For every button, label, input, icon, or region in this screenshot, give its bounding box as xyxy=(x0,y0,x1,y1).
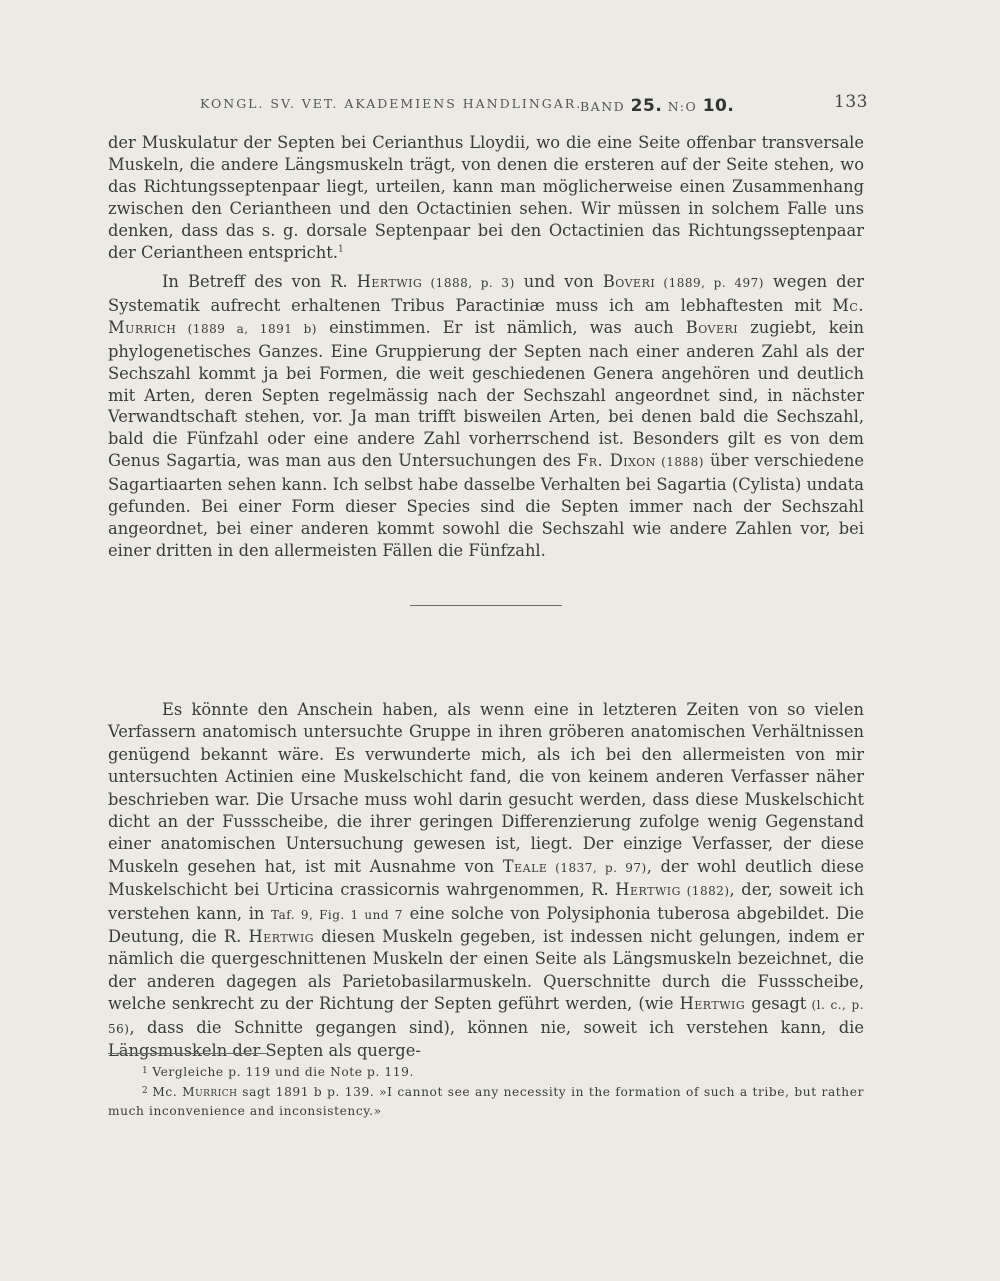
author-hertwig-p3-3: Hertwig xyxy=(679,994,746,1014)
footnote-1 xyxy=(108,1062,864,1082)
citation-murrich: (1889 a, 1891 b) xyxy=(176,321,317,336)
footnote-2-prefix: Mc. xyxy=(152,1085,183,1099)
p3-text-5: diesen Muskeln gegeben, ist indessen nicht gelungen, indem er nämlich die quergeschnittenen Muskeln der einen Seite als Längsmuskeln bezeichnet, die der anderen dagegen als Parietobasilarmuskeln. Querschnitte durch die Fussscheibe, welche senkrecht zu der Richtung der Septen geführt werden, (wie xyxy=(108,927,864,1014)
running-head xyxy=(108,92,868,116)
author-dixon: Dixon xyxy=(609,451,656,471)
citation-boveri-1889: (1889, p. 497) xyxy=(655,276,764,290)
band-number: 25. xyxy=(630,96,663,116)
p2-text-2: und von xyxy=(514,272,603,291)
citation-hertwig-1888: (1888, p. 3) xyxy=(422,276,515,290)
figure-reference: Taf. 9, Fig. 1 und 7 xyxy=(271,907,403,922)
p3-text-3: , der, soweit ich verstehen kann, in xyxy=(108,880,865,923)
author-hertwig-p3: Hertwig xyxy=(615,880,681,900)
author-teale: Teale xyxy=(502,856,548,876)
p2-text-6: über verschiedene Sagartiaarten sehen kann. Ich selbst habe dasselbe Verhalten bei Sagartia (Cylista) undata gefunden. Bei einer Form dieser Species sind die Septen immer nach der Sechszahl angeordnet, bei einer anderen kommt sowohl die Sechszahl wie andere Zahlen vor, bei einer dritten in den allermeisten Fällen die Fünfzahl. xyxy=(108,451,864,560)
no-number: 10. xyxy=(702,96,735,116)
band-label: BAND xyxy=(580,99,626,114)
citation-hertwig-1882: (1882) xyxy=(680,884,730,899)
footnote-2-author: Murrich xyxy=(182,1085,238,1099)
paragraph-paractiniae xyxy=(108,271,864,562)
author-boveri: Boveri xyxy=(602,272,656,291)
no-label: N:O xyxy=(667,99,698,114)
author-boveri-2: Boveri xyxy=(685,317,739,337)
author-hertwig-p3-2: Hertwig xyxy=(248,927,315,947)
citation-teale-1837: (1837, p. 97) xyxy=(547,860,647,875)
paragraph1-text: der Muskulatur der Septen bei Cerianthus Lloydii, wo die eine Seite offenbar transversale Muskeln, die andere Längsmuskeln trägt, von denen die ersteren auf der Seite stehen, wo das Richtungsseptenpaar liegt, urteilen, kann man möglicherweise einen Zusammenhang zwischen den Ceriantheen und den Octactinien sehen. Wir müssen in solchem Falle uns denken, dass das s. g. dorsale Septenpaar bei den Octactinien das Richtungsseptenpaar der Ceriantheen entspricht. xyxy=(108,133,864,262)
p3-text-6: gesagt xyxy=(745,994,807,1014)
paragraph-continued xyxy=(108,132,864,263)
p3-text-4: eine solche von Polysiphonia tuberosa abgebildet. Die Deutung, die R. xyxy=(108,903,864,947)
p2-text-4: einstimmen. Er ist nämlich, was auch xyxy=(316,317,686,337)
footnote-2-text: sagt 1891 b p. 139. »I cannot see any necessity in the formation of such a tribe, but rather much inconvenience and inconsistency.» xyxy=(108,1085,864,1118)
author-murrich: Mc. Murrich xyxy=(108,295,864,337)
paragraph-muskelschicht xyxy=(108,699,864,1063)
footnote-ref-1: 1 xyxy=(338,244,344,255)
p3-text-2: , der wohl deutlich diese Muskelschicht bei Urticina crassicornis wahrgenommen, xyxy=(108,856,864,900)
footnote-2-mark: 2 xyxy=(142,1086,149,1096)
p2-hertwig-initial: R. xyxy=(330,272,357,291)
section-divider xyxy=(410,605,562,606)
journal-title: KONGL. SV. VET. AKADEMIENS HANDLINGAR. xyxy=(200,96,583,111)
p2-text-1: In Betreff des von xyxy=(162,272,331,291)
page-number: 133 xyxy=(834,92,868,112)
footnote-rule xyxy=(108,1053,268,1054)
footnote-2 xyxy=(108,1082,864,1121)
p3-text-7: , dass die Schnitte gegangen sind), können nie, soweit ich verstehen kann, die Längsmuskeln der Septen als querge- xyxy=(108,1017,864,1061)
citation-lc: (l. c., p. 56) xyxy=(108,998,865,1036)
p2-text-3: wegen der Systematik aufrecht erhaltenen Tribus Paractiniæ muss ich am lebhaftesten mit xyxy=(108,272,865,315)
footnote-1-text: Vergleiche p. 119 und die Note p. 119. xyxy=(152,1065,414,1079)
footnote-1-mark: 1 xyxy=(142,1066,149,1076)
p2-text-5: zugiebt, kein phylogenetisches Ganzes. Eine Gruppierung der Septen nach einer anderen Zahl als der Sechszahl kommt ja bei Formen, die weit geschiedenen Genera angehören und deutlich mit Arten, deren Septen regelmässig nach der Sechszahl angeordnet sind, in nächster Verwandtschaft stehen, vor. Ja man trifft bisweilen Arten, bei denen bald die Sechszahl, bald die Fünfzahl oder eine andere Zahl vorherrschend ist. Besonders gilt es von dem Genus Sagartia, was man aus den Untersuchungen des xyxy=(108,317,865,471)
p3-hertwig-initial: R. xyxy=(591,880,616,900)
citation-dixon-1888: (1888) xyxy=(655,455,704,470)
footnotes xyxy=(108,1062,864,1121)
author-hertwig: Hertwig xyxy=(356,272,423,291)
volume-info xyxy=(580,96,734,116)
p2-dixon-initial: Fr. xyxy=(576,451,610,471)
p3-text-1: Es könnte den Anschein haben, als wenn eine in letzteren Zeiten von so vielen Verfassern anatomisch untersuchte Gruppe in ihren gröberen anatomischen Verhältnissen genügend bekannt wäre. Es verwunderte mich, als ich bei den allermeisten von mir untersuchten Actinien eine Muskelschicht fand, die von keinem anderen Verfasser näher beschrieben war. Die Ursache muss wohl darin gesucht werden, dass diese Muskelschicht dicht an der Fussscheibe, die ihrer geringen Differenzierung zufolge wenig Gegenstand einer anatomischen Untersuchung gewesen ist, liegt. Der einzige Verfasser, der diese Muskeln gesehen hat, ist mit Ausnahme von xyxy=(108,700,864,876)
